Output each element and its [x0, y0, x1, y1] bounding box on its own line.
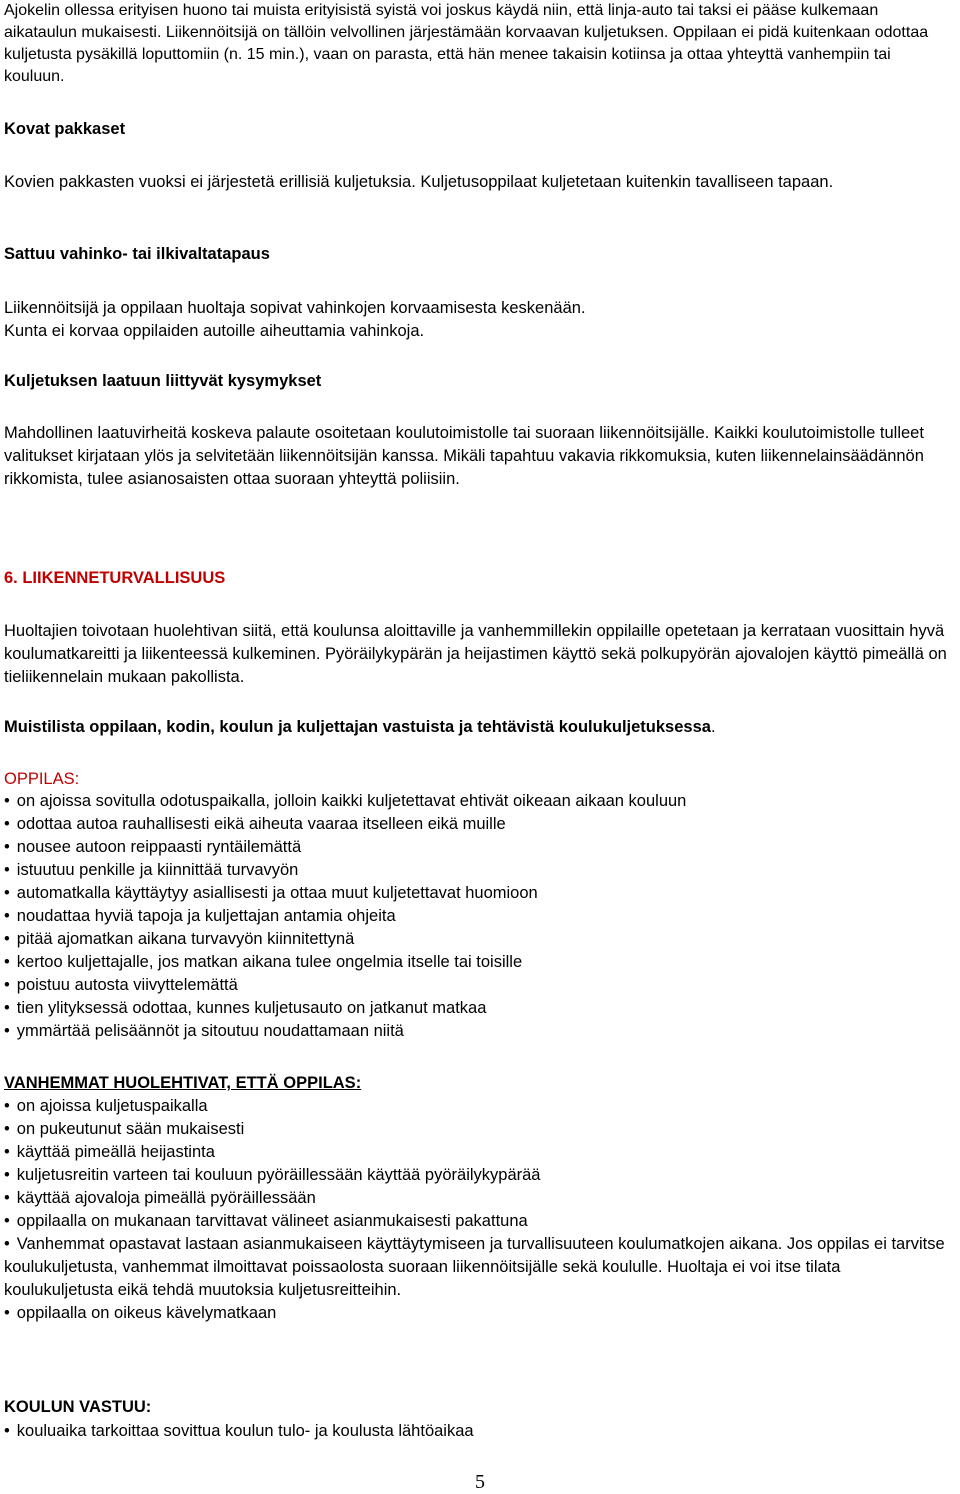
- list-oppilas: [4, 790, 954, 1043]
- list-item: • kuljetusreitin varteen tai kouluun pyöräillessään käyttää pyöräilykypärää: [4, 1164, 954, 1187]
- list-item: • on pukeutunut sään mukaisesti: [4, 1118, 954, 1141]
- list-item: • oppilaalla on mukanaan tarvittavat välineet asianmukaisesti pakattuna: [4, 1210, 954, 1233]
- heading-vahinko: Sattuu vahinko- tai ilkivaltatapaus: [4, 245, 270, 263]
- list-item: • istuutuu penkille ja kiinnittää turvavyön: [4, 859, 954, 882]
- list-item: • tien ylityksessä odottaa, kunnes kuljetusauto on jatkanut matkaa: [4, 997, 954, 1020]
- heading-muistilista-period: .: [710, 718, 716, 736]
- list-vanhemmat: [4, 1095, 954, 1325]
- list-item: • käyttää pimeällä heijastinta: [4, 1141, 954, 1164]
- list-item: • automatkalla käyttäytyy asiallisesti ja ottaa muut kuljetettavat huomioon: [4, 882, 954, 905]
- paragraph-liikenneturvallisuus: Huoltajien toivotaan huolehtivan siitä, että koulunsa aloittaville ja vanhemmillekin oppilaille opetetaan ja kerrataan vuosittain hyvä koulumatkareitti ja liikenteessä kulkeminen. Pyöräilykypärän ja heijastimen käyttö sekä polkupyörän ajovalojen käyttö pimeällä on tieliikennelain mukaan pakollista.: [4, 622, 947, 686]
- list-item: • on ajoissa sovitulla odotuspaikalla, jolloin kaikki kuljetettavat ehtivät oikeaan aikaan kouluun: [4, 790, 954, 813]
- list-item: • oppilaalla on oikeus kävelymatkaan: [4, 1302, 954, 1325]
- list-item: • käyttää ajovaloja pimeällä pyöräillessään: [4, 1187, 954, 1210]
- heading-kovat-pakkaset: Kovat pakkaset: [4, 120, 126, 138]
- list-item: • odottaa autoa rauhallisesti eikä aiheuta vaaraa itselleen eikä muille: [4, 813, 954, 836]
- paragraph-laatu: Mahdollinen laatuvirheitä koskeva palaute osoitetaan koulutoimistolle tai suoraan liikennöitsijälle. Kaikki koulutoimistolle tulleet valitukset kirjataan ylös ja selvitetään liikennöitsijän kanssa. Mikäli tapahtuu vakavia rikkomuksia, kuten liikennelainsäädännön rikkomista, tulee asianosaisten ottaa suoraan yhteyttä poliisiin.: [4, 424, 924, 488]
- heading-liikenneturvallisuus: 6. LIIKENNETURVALLISUUS: [4, 569, 226, 587]
- list-item: • kertoo kuljettajalle, jos matkan aikana tulee ongelmia itselle tai toisille: [4, 951, 954, 974]
- heading-vanhemmat: VANHEMMAT HUOLEHTIVAT, ETTÄ OPPILAS:: [4, 1074, 362, 1092]
- list-item: • poistuu autosta viivyttelemättä: [4, 974, 954, 997]
- paragraph-vahinko-1: Liikennöitsijä ja oppilaan huoltaja sopivat vahinkojen korvaamisesta keskenään.: [4, 299, 586, 317]
- heading-muistilista: [4, 716, 954, 739]
- heading-laatu: Kuljetuksen laatuun liittyvät kysymykset: [4, 372, 322, 390]
- paragraph-pakkaset: Kovien pakkasten vuoksi ei järjestetä erillisiä kuljetuksia. Kuljetusoppilaat kuljetetaan kuitenkin tavalliseen tapaan.: [4, 173, 834, 191]
- paragraph-vahinko-2: Kunta ei korvaa oppilaiden autoille aiheuttamia vahinkoja.: [4, 322, 425, 340]
- list-item: • on ajoissa kuljetuspaikalla: [4, 1095, 954, 1118]
- list-item: • nousee autoon reippaasti ryntäilemättä: [4, 836, 954, 859]
- list-item: • ymmärtää pelisäännöt ja sitoutuu noudattamaan niitä: [4, 1020, 954, 1043]
- intro-paragraph: Ajokelin ollessa erityisen huono tai muista erityisistä syistä voi joskus käydä niin, että linja-auto tai taksi ei pääse kulkemaan aikataulun mukaisesti. Liikennöitsijä on tällöin velvollinen järjestämään korvaavan kuljetuksen. Oppilaan ei pidä kuitenkaan odottaa kuljetusta pysäkillä loputtomiin (n. 15 min.), vaan on parasta, että hän menee takaisin kotiinsa ja ottaa yhteyttä vanhempiin tai kouluun.: [4, 2, 929, 85]
- list-item: • pitää ajomatkan aikana turvavyön kiinnitettynä: [4, 928, 954, 951]
- list-item: • Vanhemmat opastavat lastaan asianmukaiseen käyttäytymiseen ja turvallisuuteen koulumatkojen aikana. Jos oppilas ei tarvitse koulukuljetusta, vanhemmat ilmoittavat poissaolosta suoraan liikennöitsijälle sekä koululle. Huoltaja ei voi itse tilata koulukuljetusta eikä tehdä muutoksia kuljetusreitteihin.: [4, 1233, 954, 1302]
- heading-oppilas: OPPILAS:: [4, 770, 80, 788]
- page-number: 5: [475, 1471, 485, 1493]
- list-item: • kouluaika tarkoittaa sovittua koulun tulo- ja koulusta lähtöaikaa: [4, 1420, 954, 1443]
- heading-koulun-vastuu: KOULUN VASTUU:: [4, 1398, 152, 1416]
- list-item: • noudattaa hyviä tapoja ja kuljettajan antamia ohjeita: [4, 905, 954, 928]
- list-koulu: [4, 1420, 954, 1443]
- heading-muistilista-text: Muistilista oppilaan, kodin, koulun ja kuljettajan vastuista ja tehtävistä koulukuljetuksessa: [4, 718, 711, 736]
